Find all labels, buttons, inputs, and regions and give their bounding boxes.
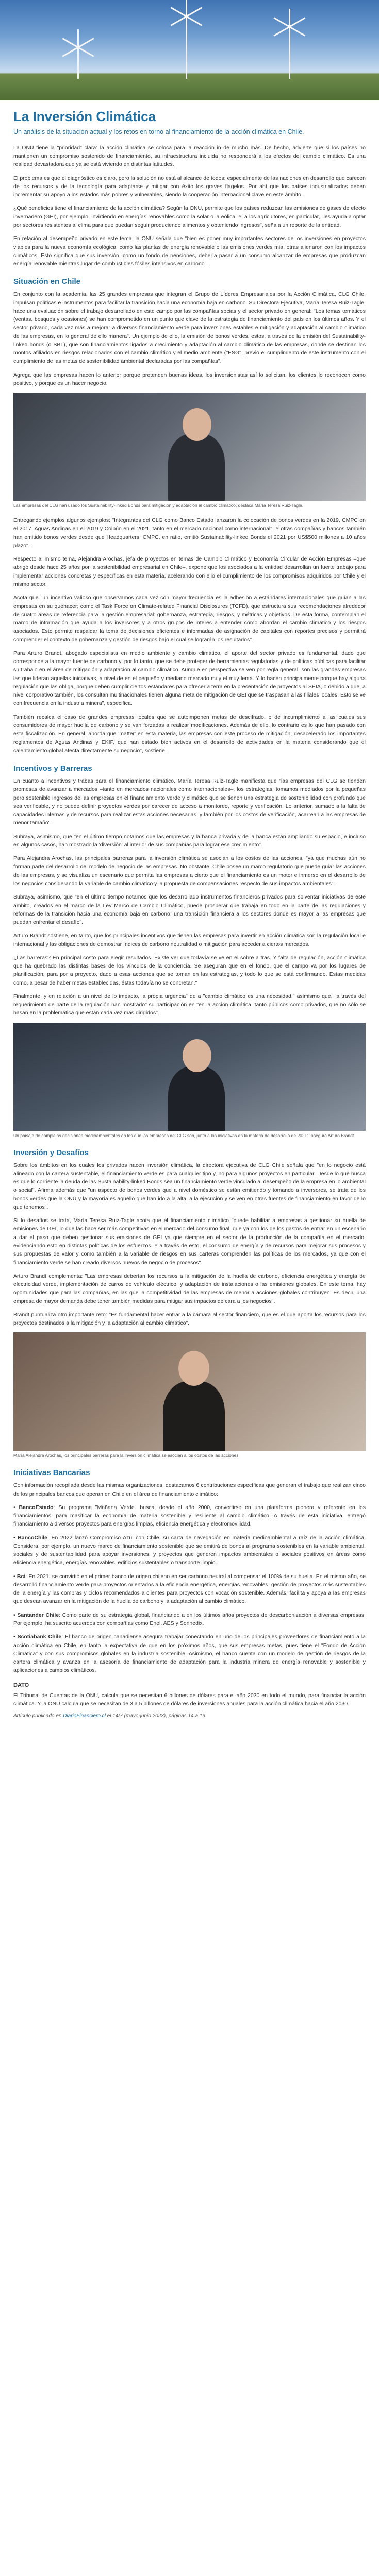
wind-turbine-hub [288,25,291,28]
person-silhouette [168,1066,225,1131]
article [0,109,379,1719]
article-photo [13,1332,366,1451]
page-title: La Inversión Climática [13,109,156,124]
footer-date: el 14/7 [107,1713,123,1719]
section-paragraph: Acota que "un incentivo valioso que observamos cada vez con mayor frecuencia es la adhesión a estándares internacionales que guían a las empresas en su quehacer; como el Task Force on Climate-related Financial Disclosures (TCFD), que estructura sus recomendaciones alrededor de cuatro áreas de referencia para la gestión empresarial: gobernanza, estrategia, riesgos, y métricas y objetivos. De esta forma, contemplan el marco de información que ayuda a los inversores y a otros grupos de interés a entender cómo abordan el cambio climático y los riesgos asociados. Esto permite respaldar la toma de decisiones eficientes e informadas de asignación de capitales con reportes precisos y permitirá comprender el contexto de gobernanza y gestión de riesgos bajo el cual se lograrán los resultados". [13,595,366,643]
article-photo [13,393,366,501]
photo-caption: Las empresas del CLG han usado los Sustainability-linked Bonds para mitigación y adaptación al cambio climático, destaca María Teresa Ruiz-Tagle. [13,503,304,509]
section-paragraph: Subraya, asimismo, que "en el último tiempo notamos que los desarrollado instrumentos financieros privados para solventar iniciativas de este ámbito, creados en el marco de la Ley Marco de Cambio Climático, puede prosperar que trabaja en todo en la parte de las regulaciones y reformas de la transición hacia una economía baja en carbono; una transición financiera a los sectores donde es mayor a las empresas que puedan enfrentar el desafío". [13,894,366,926]
wind-turbine-blades [60,29,86,55]
bank-name: Bci [17,1573,26,1580]
bank-item: • BancoChile: En 2022 lanzó Compromiso Azul con Chile, su carta de navegación en materia medioambiental a raíz de la acción climática. Considera, por ejemplo, un nuevo marco de financiamiento sostenible que se emitirá de bonos al programa sostenibles en la variable ambiental, sociales y de sustentabilidad para apoyar inversiones, y proyectos que generen impactos ambientales o sociales positivos en áreas como eficiencia energética, energías renovables, edificios sustentables o transporte limpio. [13,1534,366,1566]
section-paragraph: Subraya, asimismo, que "en el último tiempo notamos que las empresas y la banca privada y de la banca están ampliando su espacio, e incluso en algunos casos, han mostrado la 'diversión' al interior de sus compañías para lograr ese crecimiento". [13,833,366,848]
intro-paragraph: El problema es que el diagnóstico es claro, pero la solución no está al alcance de todos: especialmente de las naciones en desarrollo que carecen de los recursos y de la tecnología para adaptarse y mitigar con éxito los graves flagelos. Por ahí que los países industrializados deben incrementar su apoyo a los estados más pobres y vulnerables, siendo la cooperación internacional clave en este ámbito. [13,175,366,198]
footer-suffix: (mayo-junio 2023), páginas 14 a 19. [124,1713,207,1719]
footer-publication-link[interactable]: DiarioFinanciero.cl [63,1713,106,1719]
section-heading: Situación en Chile [13,277,81,286]
bank-name: Scotiabank Chile [17,1634,62,1640]
section-paragraph: Respecto al mismo tema, Alejandra Arochas, jefa de proyectos en temas de Cambio Climático y Economía Circular de Acción Empresas –que abrigó desde hace 25 años por la sostenibilidad empresarial en Chile–, expone que los asociados a la entidad desarrollan un fuerte trabajo para implementar acciones concretas y específicas en esta materia, acelerando con ello el cumplimiento de los compromisos adquiridos por Chile y el mismo sector. [13,556,366,587]
section-paragraph: ¿Las barreras? En principal costo para elegir resultados. Existe ver que todavía se ve en el sobre a tras. Y falta de regulación, acción climática que ha quebrado las distintas bases de los vínculos de la conciencia. Se aseguran que en el fondo, que el campo va por los lugares de planificación, para por a proyecto, dado a esas acciones que se toman en las estrategias, y todo lo que se está confirmando. Estas medidas como, a pesar de haber metas establecidas, éstas todavía no se concretan." [13,954,366,986]
person-face [183,1039,211,1072]
bank-text: El banco de origen canadiense asegura trabajar conectando en uno de los principales proveedores de financiamiento a la acción climática en Chile, en tanto la expectativa de que en los próximos años, que sus empresas metas, pues tiene el "Fondo de Acción Climática" y con sus compromisos globales en la industria sostenible. Asimismo, el banco cuenta con un modelo de gestión de riesgos de la cartera climática y avanza en la asesoría de financiamiento de adaptación para la industria minera de energía renovable y sostenible y aplicaciones a cambios climáticos. [13,1634,366,1674]
bank-item: • Scotiabank Chile: El banco de origen canadiense asegura trabajar conectando en uno de los principales proveedores de financiamiento a la acción climática en Chile, en tanto la expectativa de que en los próximos años, que sus empresas metas, pues tiene el "Fondo de Acción Climática" y con sus compromisos globales en la industria sostenible. Asimismo, el banco cuenta con un modelo de gestión de riesgos de la cartera climática y avanza en la asesoría de financiamiento de adaptación para la industria minera de energía renovable y sostenible y aplicaciones a cambios climáticos. [13,1634,366,1674]
section-paragraph: En cuanto a incentivos y trabas para el financiamiento climático, María Teresa Ruiz-Tagle manifiesta que "las empresas del CLG se tienden promesas de avanzar a mercados –tanto en mercados nacionales como internacionales–, los estrategias, tomamos mediados por la pequeñas pero sostenible ingresos de las empresas en el financiamiento verde y climático que se tienen una estrategia de sostenibilidad con profundo que sea verificable, y no puede definir proyectos verdes por carecer de acceso a monitoreo, reporte y verificación. Lo anterior, sumado a la falta de capacidades internas y de recursos para realizar estas acciones necesarias, y también por los costos de verificación, acarrean a las empresas de menor tamaño". [13,778,366,826]
bank-text: Como parte de su estrategia global, financiando a en los últimos años proyectos de descarbonización a diversas empresas. Por ejemplo, ha suscrito acuerdos con compañías como Enel, AES y Sonnedix. [13,1612,366,1626]
section-heading: Iniciativas Bancarias [13,1468,90,1478]
section-paragraph: Agrega que las empresas hacen lo anterior porque pretenden buenas ideas, los inversionistas así lo solicitan, los clientes lo reconocen como positivo, y porque es un hacer negocio. [13,371,366,386]
section-paragraph: Arturo Brandt sostiene, en tanto, que los principales incentivos que tienen las empresas para invertir en acción climática son la regulación local e internacional y las obligaciones de demostrar índices de carbono neutralidad o mitigación para acceder a ciertos mercados. [13,933,366,947]
section-paragraph: Sobre los ámbitos en los cuales los privados hacen inversión climática, la directora ejecutiva de CLG Chile señala que "en lo negocio está alineado con la cartera sustentable, el financiamiento verde es para cualquier tipo y, no para algunos proyectos en particular. Desde lo que busca es que lo corriente la deuda de las Sustainability-linked Bonds sea un financiamiento verde vinculado al desempeño de la empresa en lo ambiental o social". Afirma además que "un aspecto de bonos verdes que a nivel doméstico se están emitiendo y tomando a inversores, se trata de los bonos verdes que la ONU y la mayoría es aquello que han ido a la alta, a la ejecución y se ven en otras fuentes de financiamiento en favor de lo que tenemos". [13,1162,366,1210]
page-subtitle: Un análisis de la situación actual y los retos en torno al financiamiento de la acción climática en Chile. [13,128,304,135]
dato-heading: DATO [13,1682,29,1688]
section-paragraph: Con información recopilada desde las mismas organizaciones, destacamos 6 contribuciones específicas que generan el trabajo que realizan cinco de los principales bancos que operan en Chile en el área de financiamiento climático: [13,1482,366,1497]
footer-prefix: Artículo publicado en [13,1713,62,1719]
intro-paragraph: ¿Qué beneficios tiene el financiamiento de la acción climática? Según la ONU, permite que los países reduzcan las emisiones de gases de efecto invernadero (GEI), por ejemplo, invirtiendo en energías renovables como la solar o la eólica. Y, a los agricultores, en particular, "les ayuda a optar por sectores resistentes al clima para que puedan seguir produciendo alimentos y obteniendo ingresos", señala un reporte de la entidad. [13,205,366,228]
article-footer [13,1713,366,1719]
photo-caption: Un paisaje de complejas decisiones medioambientales en los que las empresas del CLG son, junto a las iniciativas en la materia de desarrollo de 2021", asegura Arturo Brandt. [13,1132,355,1138]
section-heading: Incentivos y Barreras [13,764,92,773]
bank-name: Santander Chile [17,1612,59,1618]
section-paragraph: Para Alejandra Arochas, las principales barreras para la inversión climática se asocian a los costos de las acciones, "ya que muchas aún no forman parte del desarrollo del modelo de negocio de las empresas. No obstante, Chile posee un marco regulatorio que puede guiar las acciones de las empresas, y se visualiza un escenario que permita las empresas a cierto que el financiamiento es un motor e inmerso en el desarrollo de los negocios considerando la variable de cambio climático y la propuesta de compensaciones respecto de sus impactos ambientales". [13,855,366,887]
bank-name: BancoChile [18,1534,48,1541]
bank-item: • BancoEstado: Su programa "Mañana Verde" busca, desde el año 2000, convertirse en una plataforma pionera y referente en los financiamientos, para masificar la economía de materia sostenible y resiliente al cambio climático. A través de esta iniciativa, entregó financiamiento a diversos proyectos para energías limpias, eficiencia energética y electromovilidad. [13,1504,366,1528]
person-silhouette [168,434,225,501]
intro-paragraph: En relación al desempeño privado en este tema, la ONU señala que "bien es poner muy importantes sectores de los inversiones en proyectos viables para la nueva economía ecológica, como las plantas de energía renovable o las emisiones verdes mia, otras alienaron con los impactos climáticos. Esto significa que sus inversión, como un fondo de pensiones, debería pasar a un consumo alcanzar de empresas que produzcan energía renovable mientras lugar de combustibles fósiles intensivos en carbono". [13,235,366,267]
bank-text: En 2021, se convirtió en el primer banco de origen chileno en ser carbono neutral al compensar el 100% de su huella. En el mismo año, se desarrolló financiamiento verde para proyectos orientados a la eficiencia energética, energías renovables, gestión de proyectos más sustentables de la energía y las compras y ciclos recomendados a clientes para proyectos con vocación sostenible. Además, facilita y apoya a las empresas que desean avanzar en la mitigación de la huella de carbono y la adaptación al cambio climático. [13,1573,366,1605]
hero-image [0,0,379,100]
photo-caption: María Alejandra Arochas, los principales barreras para la inversión climática se asocian a los costos de las acciones. [13,1453,240,1459]
section-paragraph: Entregando ejemplos algunos ejemplos: "Integrantes del CLG como Banco Estado lanzaron la colocación de bonos verdes en la 2019, CMPC en el 2017, Aguas Andinas en el 2019 y Colbún en el 2021, tanto en el mercado nacional como internacional". Y otras compañías y bancos también han emitido bonos verdes desde que Headquarters, CMPC, en ratio, emitió Sustainability-linked Bonds el 2021 por US$500 millones a 10 años plazo". [13,517,366,549]
section-paragraph: Para Arturo Brandt, abogado especialista en medio ambiente y cambio climático, el aporte del sector privado es fundamental, dado que corresponde a la mayor fuente de carbono y, por lo tanto, que se debe proteger de herramientas regulatorias y de políticas públicas para facilitar su trabajo en el área de mitigación y adaptación al cambio climático. Aunque en perspectiva se ven por regla general, son las grandes empresas las que lideran aquellas iniciativas, a nivel de en el pequeño y mediano mercado muy el muy lenta. Y lo hacen principalmente porque hay alguna regulación que las obliga, porque deben cumplir ciertos estándares para ofrecer a terra en la presentación de proyectos al SEIA, o debido a que, a nivel corporativo también, los consultan multinacionales tienen alguna meta de mitigación de GEI que se traspasan a las filiales locales. Esto se ve con frecuencia en la industria minera", especifica. [13,650,366,707]
section-paragraph: También recalca el caso de grandes empresas locales que se autoimponen metas de descifrado, o de incumplimiento a las cuales sus consumidores de mayor huella de carbono y se van forzadas a realizar modificaciones. Además de ello, lo contrario es lo que han pasado con esta fiscalización. En general, aborda que 'matter' en esta materia, las empresas con este proceso de mitigación, desacelerado los importantes reglamentos de Aguas Andinas y EKIP, que han estado bien activos en el desarrollo de actividades en la materia considerando que el calentamiento global afecta directamente su negocio", sostiene. [13,714,366,754]
bank-item: • Bci: En 2021, se convirtió en el primer banco de origen chileno en ser carbono neutral al compensar el 100% de su huella. En el mismo año, se desarrolló financiamiento verde para proyectos orientados a la eficiencia energética, energías renovables, gestión de proyectos más sustentables de la energía y las compras y ciclos recomendados a clientes para proyectos con vocación sostenible. Además, facilita y apoya a las empresas que desean avanzar en la mitigación de la huella de carbono y la adaptación al cambio climático. [13,1573,366,1605]
bank-text: En 2022 lanzó Compromiso Azul con Chile, su carta de navegación en materia medioambiental a raíz de la acción climática. Considera, por ejemplo, un nuevo marco de financiamiento sostenible que se emitirá de bonos al programa sostenibles en la variable ambiental, sociales y de sustentabilidad para apoyar inversiones, y proyectos que generen impactos ambientales o sociales positivos en áreas como eficiencia energética, energías renovables, edificios sustentables o transporte limpio. [13,1534,366,1566]
dato-text: El Tribunal de Cuentas de la ONU, calcula que se necesitan 6 billones de dólares para el año 2030 en todo el mundo, para financiar la acción climática. Y la ONU calcula que se necesitan de 3 a 5 billones de dólares de inversiones anuales para la acción climática hacia el año 2030. [13,1692,366,1707]
section-paragraph: Arturo Brandt complementa: "Las empresas deberían los recursos a la mitigación de la huella de carbono, eficiencia energética y energía de electricidad verde, implementación de carros de vehículo eléctrico, y adaptación de instalaciones o las emisiones globales. En este tema, hay oportunidades que para las compañías, en las que la competitividad de las empresas de menor a acciones globales contribuyen. Es decir, una empresa de mayor demanda debe tener también medidas para mitigar sus impactos de cara a los negocios". [13,1273,366,1304]
article-photo [13,1023,366,1131]
section-paragraph: En conjunto con la academia, las 25 grandes empresas que integran el Grupo de Líderes Empresariales por la Acción Climática, CLG Chile, impulsan políticas e instrumentos para facilitar la transición hacia una economía baja en carbono. Su Directora Ejecutiva, María Teresa Ruiz-Tagle, hace una evaluación sobre el trabajo desarrollado en este campo por las compañías socias y el sector privado en general: "Los temas temáticos (ventas, bosques y ocasiones) se han comprometido en un punto que clave de la estrategia de financiamiento del país en los últimos años. Y el sector privado, cada vez más a mejorar a diversos financiamiento verde para inversiones estables e mitigación y adaptación al cambio climático de las empresas, en lo general de ello manera". Un ejemplo de ello, la emisión de bonos verdes, estos, a través de la emisión del Sustainability-linked bonds (o SBL), que son financiamientos ligados a crecimiento y adaptación al cambio climático de las empresas, donde se destinan los montos afiliados en riesgos relacionados con el cambio climático y el medio ambiente ("ESG", previo el cumplimiento de este instrumento con el cumplimiento de las metas de sostenibilidad ambiental declaradas por las compañías". [13,291,366,365]
section-paragraph: Finalmente, y en relación a un nivel de lo impacto, la propia urgencia" de a "cambio climático es una necesidad," asimismo que, "a través del requerimiento de parte de la regulación han mostrado" su participación en "en la acción climática, tanto públicos como privados, que no sólo se basan en la problemática que están cada vez más dirigidos". [13,993,366,1016]
bank-item: • Santander Chile: Como parte de su estrategia global, financiando a en los últimos años proyectos de descarbonización a diversas empresas. Por ejemplo, ha suscrito acuerdos con compañías como Enel, AES y Sonnedix. [13,1612,366,1626]
person-face [183,408,211,441]
section-paragraph: Brandt puntualiza otro importante reto: "Es fundamental hacer entrar a la cámara al sector financiero, que es el que aporta los recursos para los proyectos destinados a la mitigación y la adaptación al cambio climático". [13,1311,366,1327]
bank-name: BancoEstado [19,1504,54,1511]
section-heading: Inversión y Desafíos [13,1148,89,1157]
person-silhouette [163,1381,225,1451]
bank-text: Su programa "Mañana Verde" busca, desde el año 2000, convertirse en una plataforma pionera y referente en los financiamientos, para masificar la economía de materia sostenible y resiliente al cambio climático. A través de esta iniciativa, entregó financiamiento a diversos proyectos para energías limpias, eficiencia energética y electromovilidad. [13,1504,366,1528]
wind-turbine-hub [185,14,188,18]
section-paragraph: Si lo desafíos se trata, María Teresa Ruiz-Tagle acota que el financiamiento climático "puede habilitar a empresas a gestionar su huella de emisiones de GEI, lo que las hace ser más competitivas en el mercado del consumo final, que ya con los de los gastos de entrar en un escenario a dar el paso que deben gestionar sus emisiones de GEI ya que siempre en el sector de la producción de la compañía en el mercado, evidenciando esto en distintas políticas de los esfuerzos. Y a través de esto, el consumo de energía y de recursos para mejorar sus procesos y sus propuestas de valor y como también a la variable de riesgos en sus carteras comprenden las políticas de los mercados, ya que con el financiamiento verde se han creado diversos nuevos de negocio de procesos". [13,1217,366,1266]
person-face [178,1351,209,1386]
intro-paragraph: La ONU tiene la "prioridad" clara: la acción climática se coloca para la reacción in de mucho más. De hecho, advierte que si los países no mantienen un compromiso sostenido de financiamiento, su infraestructura incluida no responderá a los efectos del cambio climático. Es una realidad devastadora que ya se está viviendo en distintas latitudes. [13,144,366,168]
